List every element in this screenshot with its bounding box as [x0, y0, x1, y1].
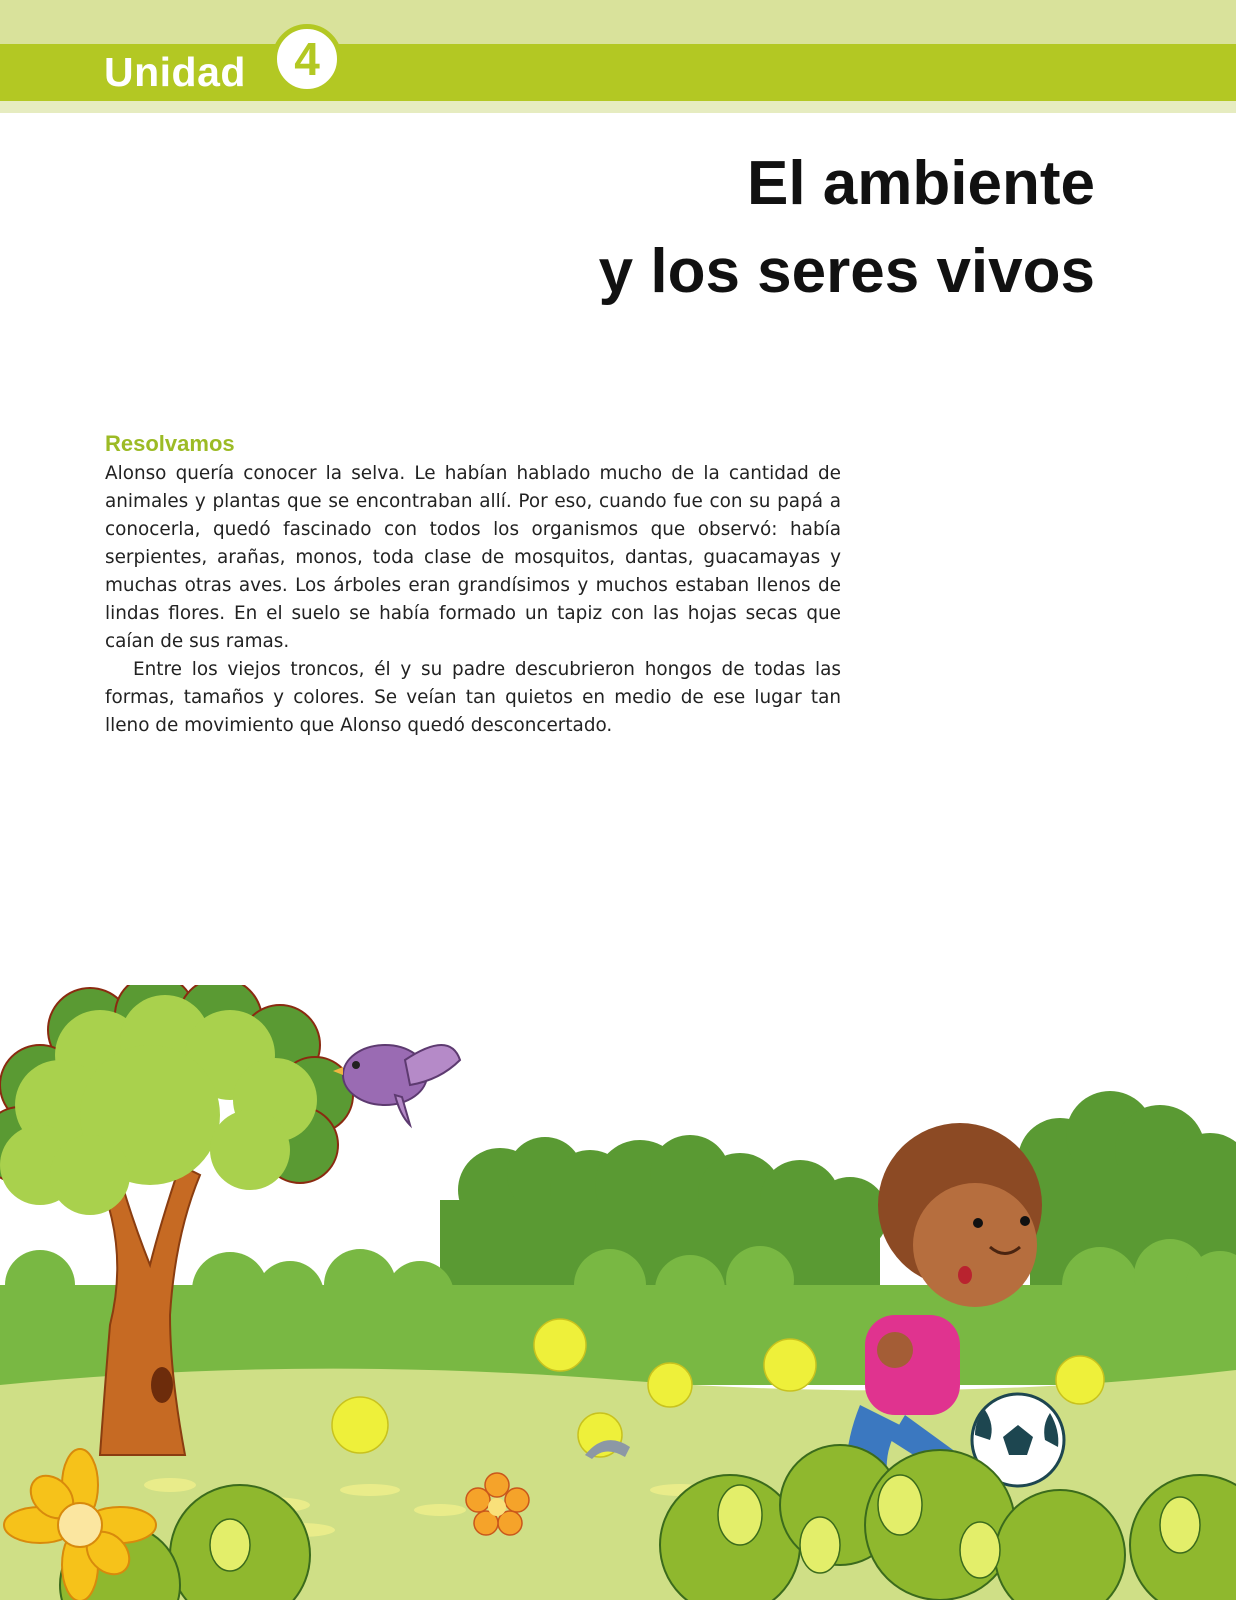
page-title-line-1: El ambiente — [747, 149, 1095, 218]
unit-banner-shadow — [0, 101, 1236, 113]
page-title-line-2: y los seres vivos — [598, 237, 1095, 306]
paragraph-1: Alonso quería conocer la selva. Le habían hablado mucho de la cantidad de animales y plantas que se encontraban allí. Por eso, cuando fue con su papá a conocerla, quedó fascinado con todos los organismos que observó: había serpientes, arañas, monos, toda clase de mosquitos, dantas, guacamayas y muchas otras aves. Los árboles eran grandísimos y muchos estaban llenos de lindas flores. En el suelo se había formado un tapiz con las hojas secas que caían de sus ramas. — [105, 463, 841, 652]
unit-number-badge — [272, 24, 342, 94]
top-color-band — [0, 0, 1236, 44]
unit-number: 4 — [294, 33, 320, 85]
paragraph-2: Entre los viejos troncos, él y su padre descubrieron hongos de todas las formas, tamaños y colores. Se veían tan quietos en medio de ese lugar tan lleno de movimiento que Alonso quedó desconcertado. — [105, 659, 841, 736]
unit-label: Unidad — [104, 49, 246, 95]
bird-icon — [333, 1045, 460, 1125]
body-text — [105, 460, 841, 740]
page-title — [395, 140, 1095, 316]
section-heading: Resolvamos — [105, 431, 235, 456]
jungle-illustration — [0, 985, 1236, 1600]
